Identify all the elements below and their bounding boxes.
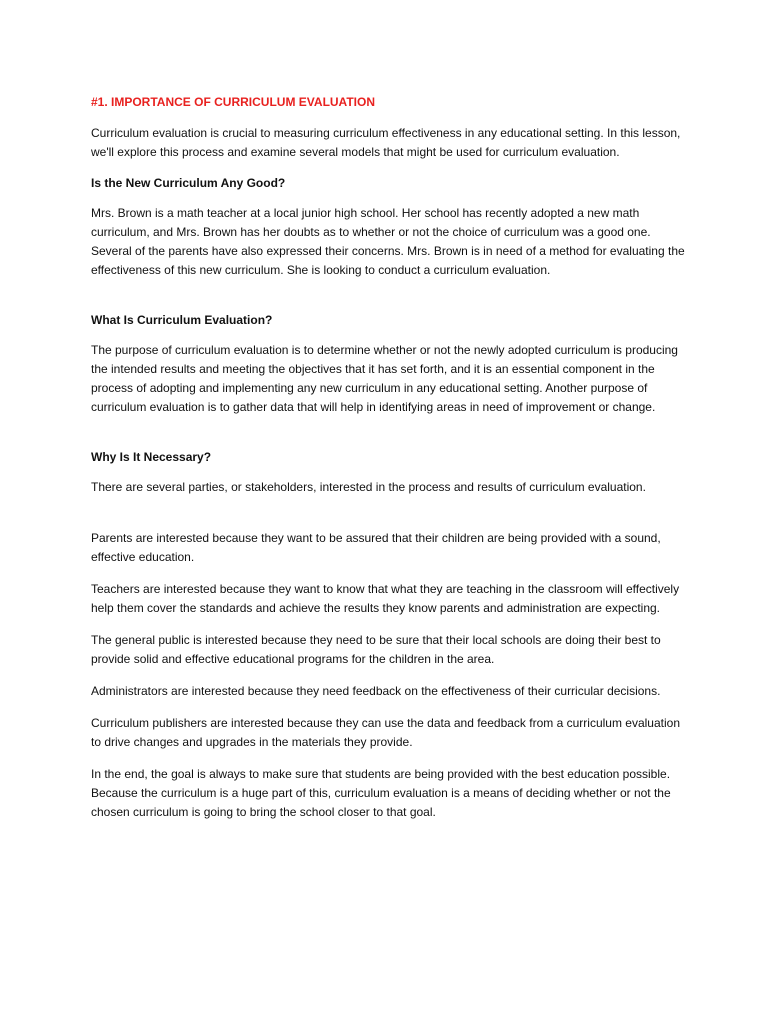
stakeholder-parents: Parents are interested because they want to be assured that their children are being provided with a sound, effective education. <box>91 531 661 564</box>
document-heading: #1. IMPORTANCE OF CURRICULUM EVALUATION <box>91 95 375 109</box>
stakeholder-administrators: Administrators are interested because they need feedback on the effectiveness of their curricular decisions. <box>91 684 661 698</box>
stakeholder-teachers: Teachers are interested because they want to know that what they are teaching in the classroom will effectively help them cover the standards and achieve the results they know parents and administration are expecting. <box>91 582 680 615</box>
spacer <box>91 510 691 529</box>
section-title-why-necessary: Why Is It Necessary? <box>91 450 212 464</box>
intro-paragraph: Curriculum evaluation is crucial to measuring curriculum effectiveness in any educational setting. In this lesson, we'll explore this process and examine several models that might be used for curriculum evaluation. <box>91 126 681 159</box>
spacer <box>91 430 691 449</box>
section-intro-why-necessary: There are several parties, or stakeholders, interested in the process and results of curriculum evaluation. <box>91 480 646 494</box>
document-page <box>91 94 691 835</box>
section-body-what-is-evaluation: The purpose of curriculum evaluation is to determine whether or not the newly adopted curriculum is producing the intended results and meeting the objectives that it has set forth, and it is an essential component in the process of adopting and implementing any new curriculum in any educational setting. Another purpose of curriculum evaluation is to gather data that will help in identifying areas in need of improvement or change. <box>91 343 678 414</box>
section-title-what-is-evaluation: What Is Curriculum Evaluation? <box>91 313 273 327</box>
section-body-curriculum-good: Mrs. Brown is a math teacher at a local junior high school. Her school has recently adopted a new math curriculum, and Mrs. Brown has her doubts as to whether or not the choice of curriculum was a good one. Several of the parents have also expressed their concerns. Mrs. Brown is in need of a method for evaluating the effectiveness of this new curriculum. She is looking to conduct a curriculum evaluation. <box>91 206 685 277</box>
stakeholder-publishers: Curriculum publishers are interested because they can use the data and feedback from a curriculum evaluation to drive changes and upgrades in the materials they provide. <box>91 716 680 749</box>
spacer <box>91 293 691 312</box>
conclusion-paragraph: In the end, the goal is always to make sure that students are being provided with the best education possible. Because the curriculum is a huge part of this, curriculum evaluation is a means of deciding whether or not the chosen curriculum is going to bring the school closer to that goal. <box>91 767 671 819</box>
section-title-curriculum-good: Is the New Curriculum Any Good? <box>91 176 286 190</box>
stakeholder-public: The general public is interested because they need to be sure that their local schools are doing their best to provide solid and effective educational programs for the children in the area. <box>91 633 661 666</box>
